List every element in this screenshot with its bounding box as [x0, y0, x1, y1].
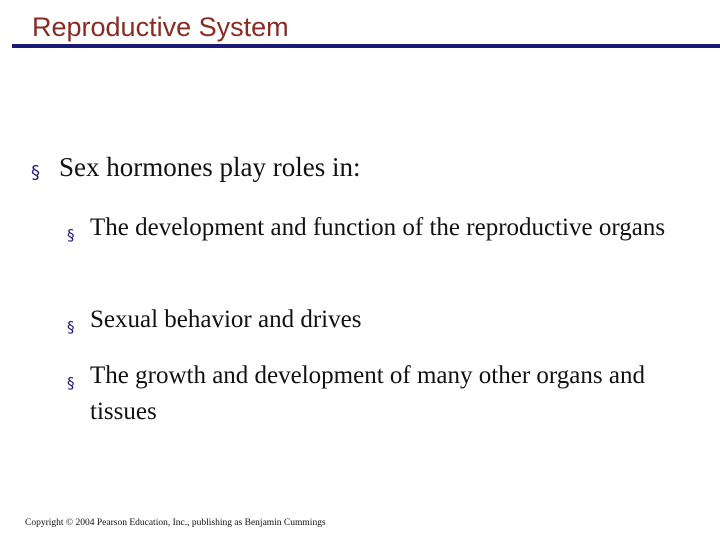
bullet-marker-icon: § — [67, 374, 75, 392]
main-bullet — [31, 150, 691, 184]
sub-bullet-text: Sexual behavior and drives — [90, 306, 362, 333]
bullet-marker-icon: § — [67, 226, 75, 244]
sub-bullet — [67, 302, 707, 338]
bullet-marker-icon: § — [67, 318, 75, 336]
copyright-footer: Copyright © 2004 Pearson Education, Inc., publishing as Benjamin Cummings — [25, 518, 326, 528]
title-divider — [12, 44, 720, 48]
sub-bullet — [67, 210, 707, 246]
slide-title: Reproductive System — [32, 12, 289, 42]
sub-bullet-text: The development and function of the reproductive organs — [90, 214, 666, 241]
sub-bullet-text: The growth and development of many other organs and tissues — [90, 362, 645, 425]
sub-bullet — [67, 358, 707, 430]
bullet-marker-icon: § — [31, 162, 40, 183]
main-bullet-text: Sex hormones play roles in: — [59, 152, 361, 182]
